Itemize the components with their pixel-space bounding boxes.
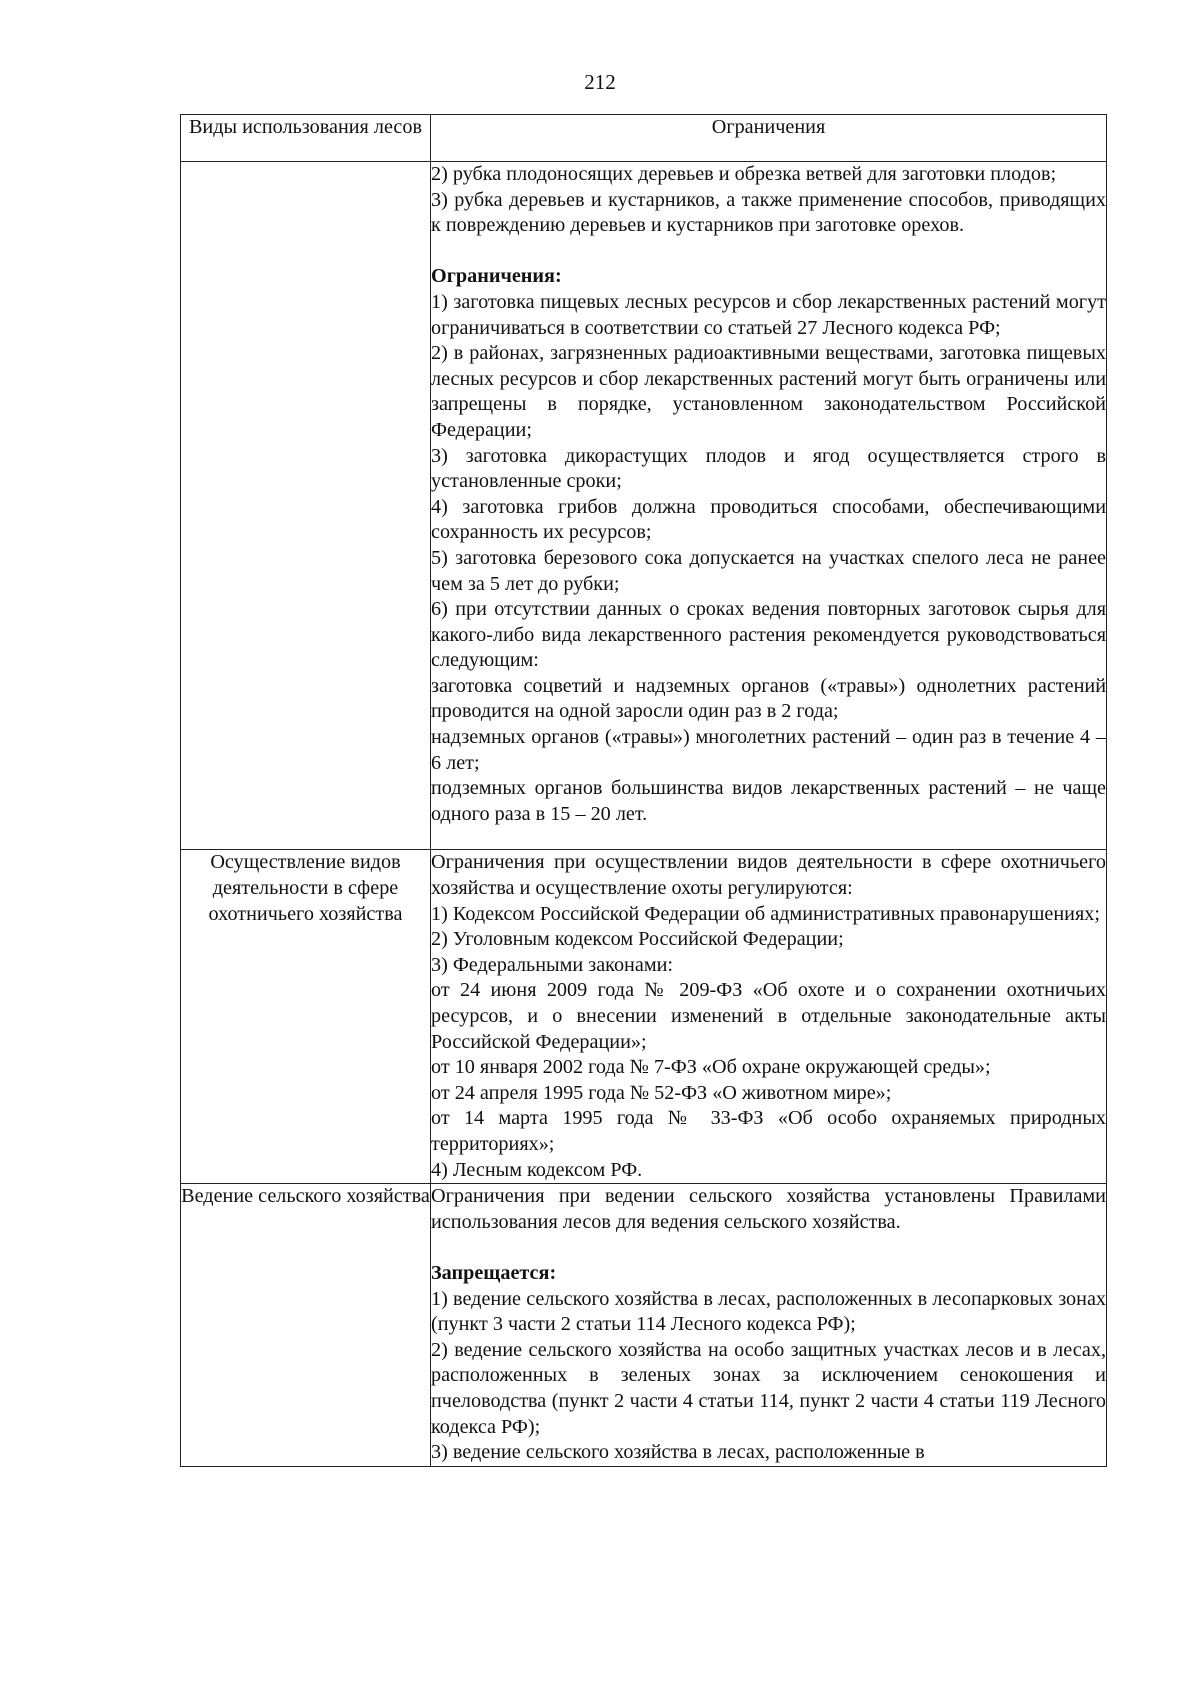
row3-item: 2) ведение сельского хозяйства на особо защитных участках лесов и в лесах, расположенных в зеленых зонах за исключением сенокошения и пчеловодства (пункт 2 части 4 статьи 114, пункт 2 части 4 статьи 119 Лесного кодекса РФ); — [431, 1338, 1106, 1438]
row1-heading: Ограничения: — [431, 265, 562, 288]
spacer — [431, 239, 1106, 265]
row1-item: 2) в районах, загрязненных радиоактивными веществами, заготовка пищевых лесных ресурсов и сбор лекарственных растений могут быть ограничены или запрещены в порядке, установленном законодательством Российской Федерации; — [431, 342, 1106, 441]
row1-item: подземных органов большинства видов лекарственных растений – не чаще одного раза в 15 – 20 лет. — [431, 777, 1106, 825]
row2-item: от 14 марта 1995 года № 33-ФЗ «Об особо охраняемых природных территориях»; — [431, 1107, 1106, 1155]
table-row — [181, 850, 1107, 1184]
table-row — [181, 1184, 1107, 1467]
row3-item: 1) ведение сельского хозяйства в лесах, расположенных в лесопарковых зонах (пункт 3 части 2 статьи 114 Лесного кодекса РФ); — [431, 1287, 1106, 1336]
row1-item: 5) заготовка березового сока допускается на участках спелого леса не ранее чем за 5 лет до рубки; — [431, 546, 1106, 595]
row2-restrictions — [431, 850, 1107, 1184]
page-number: 212 — [584, 70, 616, 94]
row2-item: от 24 июня 2009 года № 209-ФЗ «Об охоте и о сохранении охотничьих ресурсов, и о внесении изменений в отдельные законодательные акты Российской Федерации»; — [431, 979, 1106, 1053]
row1-item: заготовка соцветий и надземных органов («травы») однолетних растений проводится на одной заросли один раз в 2 года; — [431, 674, 1106, 723]
restrictions-table — [180, 114, 1107, 1467]
row3-heading: Запрещается: — [431, 1261, 557, 1284]
row2-item: от 24 апреля 1995 года № 52-ФЗ «О животном мире»; — [431, 1081, 892, 1104]
row1-line: 3) рубка деревьев и кустарников, а также применение способов, приводящих к повреждению деревьев и кустарников при заготовке орехов. — [431, 188, 1106, 237]
row2-item: 2) Уголовным кодексом Российской Федерации; — [431, 928, 844, 951]
table-row — [181, 162, 1107, 850]
table-header-row — [181, 115, 1107, 162]
row1-item: 3) заготовка дикорастущих плодов и ягод осуществляется строго в установленные сроки; — [431, 444, 1106, 493]
row2-item: Ограничения при осуществлении видов деятельности в сфере охотничьего хозяйства и осуществление охоты регулируются: — [431, 851, 1106, 900]
row3-restrictions — [431, 1184, 1107, 1467]
row3-intro: Ограничения при ведении сельского хозяйства установлены Правилами использования лесов для ведения сельского хозяйства. — [431, 1185, 1106, 1233]
row2-item: 3) Федеральными законами: — [431, 953, 674, 976]
row1-restrictions — [431, 162, 1107, 850]
row3-activity: Ведение сельского хозяйства — [181, 1184, 431, 1467]
row2-item: 4) Лесным кодексом РФ. — [431, 1158, 643, 1181]
row2-item: 1) Кодексом Российской Федерации об административных правонарушениях; — [431, 902, 1100, 925]
spacer — [431, 1235, 1106, 1261]
header-restrictions: Ограничения — [431, 115, 1107, 162]
row1-activity — [181, 162, 431, 850]
row2-item: от 10 января 2002 года № 7-ФЗ «Об охране окружающей среды»; — [431, 1056, 991, 1079]
row3-item: 3) ведение сельского хозяйства в лесах, расположенные в — [431, 1441, 925, 1464]
row1-item: надземных органов («травы») многолетних растений – один раз в течение 4 – 6 лет; — [431, 726, 1106, 774]
row1-item: 1) заготовка пищевых лесных ресурсов и сбор лекарственных растений могут ограничиваться в соответствии со статьей 27 Лесного кодекса РФ; — [431, 290, 1106, 339]
row2-activity: Осуществление видов деятельности в сфере охотничьего хозяйства — [181, 850, 431, 1184]
header-forest-use-types: Виды использования лесов — [181, 115, 431, 162]
row1-item: 4) заготовка грибов должна проводиться способами, обеспечивающими сохранность их ресурсов; — [431, 495, 1106, 544]
row1-item: 6) при отсутствии данных о сроках ведения повторных заготовок сырья для какого-либо вида лекарственного растения рекомендуется руководствоваться следующим: — [431, 598, 1106, 672]
row1-line: 2) рубка плодоносящих деревьев и обрезка ветвей для заготовки плодов; — [431, 163, 1057, 185]
